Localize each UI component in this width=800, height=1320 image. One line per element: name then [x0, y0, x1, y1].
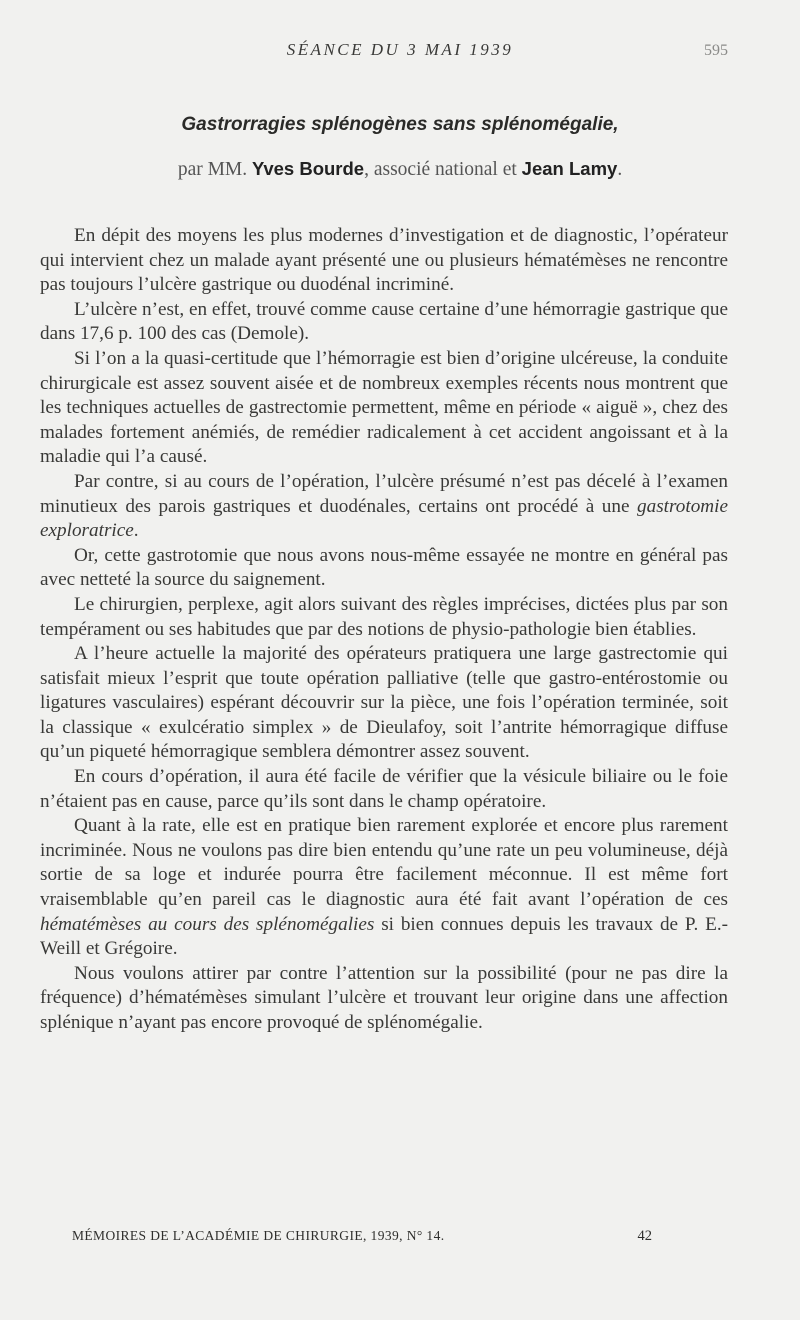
paragraph-text: .: [133, 520, 139, 542]
author-name: Yves Bourde: [252, 158, 365, 179]
author-name: Jean Lamy: [521, 158, 618, 179]
paragraph: Or, cette gastrotomie que nous avons nous-même essayée ne montre en général pas avec netteté la source du saignement.: [40, 544, 728, 591]
running-title: SÉANCE DU 3 MAI 1939: [286, 40, 514, 59]
paragraph: Le chirurgien, perplexe, agit alors suivant des règles imprécises, dictées plus par son tempérament ou ses habitudes que par des notions de physio-pathologie bien établies.: [40, 593, 728, 640]
journal-citation: MÉMOIRES DE L’ACADÉMIE DE CHIRURGIE, 1939, N° 14.: [72, 1228, 445, 1243]
running-header: [0, 40, 800, 64]
paragraph-text: Par contre, si au cours de l’opération, l’ulcère présumé n’est pas décelé à l’examen minutieux des parois gastriques et duodénales, certains ont procédé à une: [40, 470, 728, 517]
paragraph-text: Quant à la rate, elle est en pratique bien rarement explorée et encore plus rarement incriminée. Nous ne voulons pas dire bien entendu qu’une rate un peu volumineuse, déjà sortie de sa loge et indurée pourra être facilement méconnue. Il est même fort vraisemblable qu’en pareil cas le diagnostic aura été fait avant l’opération de ces: [40, 815, 728, 911]
paragraph: Nous voulons attirer par contre l’attention sur la possibilité (pour ne pas dire la fréquence) d’hématémèses simulant l’ulcère et trouvant leur origine dans une affection splénique n’ayant pas encore provoqué de splénomégalie.: [40, 962, 728, 1033]
article-body: [40, 224, 728, 1036]
paragraph: En cours d’opération, il aura été facile de vérifier que la vésicule biliaire ou le foie n’étaient pas en cause, parce qu’ils sont dans le champ opératoire.: [40, 766, 728, 812]
paragraph: L’ulcère n’est, en effet, trouvé comme cause certaine d’une hémorragie gastrique que dans 17,6 p. 100 des cas (Demole).: [40, 298, 728, 345]
paragraph: A l’heure actuelle la majorité des opérateurs pratiquera une large gastrectomie qui satisfait mieux l’esprit que toute opération palliative (telle que gastro-entérostomie ou ligatures vasculaires) espérant découvrir sur la pièce, une fois l’opération terminée, soit la classique « exulcératio simplex » de Dieulafoy, soit l’antrite hémorragique diffuse qu’un piqueté hémorragique semblera démontrer assez souvent.: [40, 643, 728, 763]
byline-affiliation: , associé national et: [364, 159, 517, 180]
paragraph: En dépit des moyens les plus modernes d’investigation et de diagnostic, l’opérateur qui intervient chez un malade ayant présenté une ou plusieurs hématémèses ne rencontre pas toujours l’ulcère gastrique ou duodénal incriminé.: [40, 225, 728, 296]
byline-prefix: par MM.: [177, 159, 248, 180]
page-footer: [0, 1228, 800, 1252]
paragraph: [40, 814, 728, 962]
article-title: Gastrorragies splénogènes sans splénomégalie,: [181, 114, 619, 135]
signature-number: 42: [637, 1228, 652, 1244]
page-number: 595: [704, 42, 728, 59]
italic-term: gastrotomie exploratrice: [40, 495, 728, 542]
byline-suffix: .: [617, 159, 623, 180]
paragraph: [40, 470, 728, 544]
italic-term: hématémèses au cours des splénomégalies: [40, 913, 375, 935]
byline: [0, 158, 800, 181]
paragraph: Si l’on a la quasi-certitude que l’hémorragie est bien d’origine ulcéreuse, la conduite chirurgicale est assez souvent aisée et de nombreux exemples récents nous montrent que les techniques actuelles de gastrectomie permettent, même en période « aiguë », chez des malades fortement anémiés, de remédier radicalement à cet accident angoissant et à la maladie qui l’a causé.: [40, 347, 728, 468]
paragraph-text: si bien connues depuis les travaux de P. E.-Weill et Grégoire.: [40, 913, 728, 960]
